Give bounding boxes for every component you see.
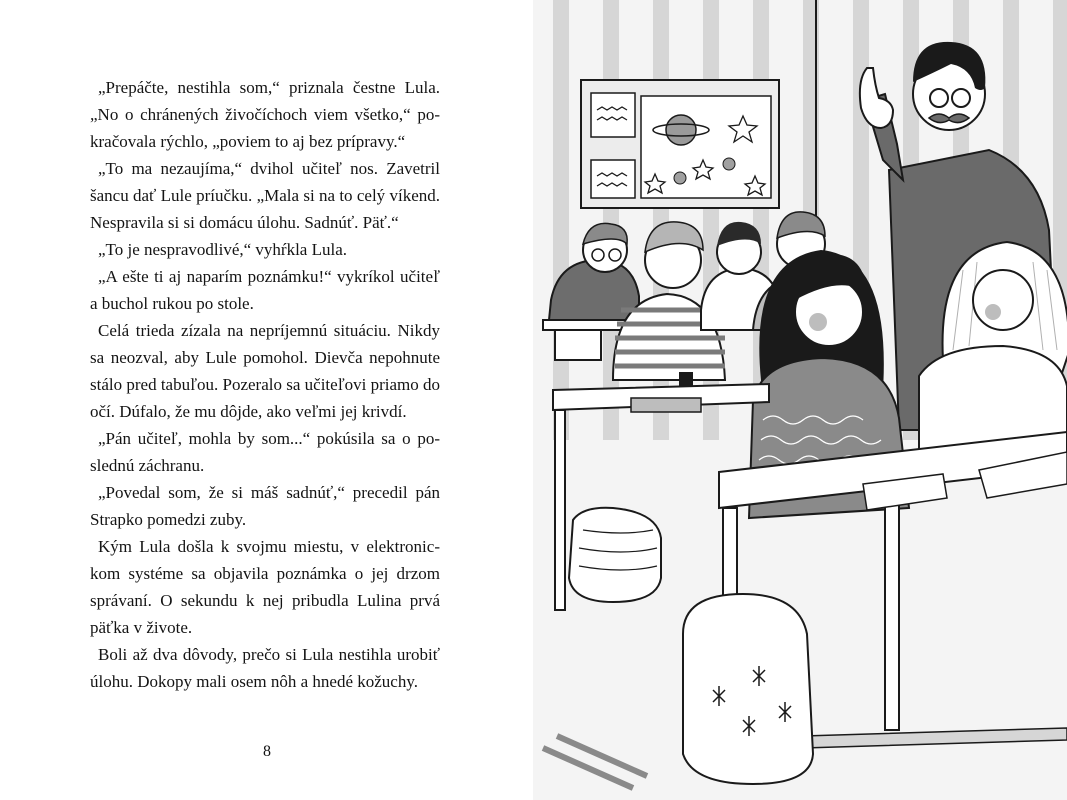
- paragraph: „To je nespravodlivé,“ vyhŕkla Lula.: [98, 240, 347, 259]
- body-text: [90, 74, 440, 695]
- paragraph: „Pán učiteľ, mohla by som...“ pokúsila sa o poslednú záchranu.: [90, 429, 440, 475]
- paragraph: Kým Lula došla k svojmu miestu, v elektronickom systéme sa objavila poznámka o jej drzom správaní. O sekundu k nej pribudla Lulina prvá päťka v živote.: [90, 537, 440, 637]
- backpack: [683, 594, 813, 784]
- paragraph: Celá trieda zízala na nepríjemnú situáciu. Nikdy sa neozval, aby Lule pomohol. Dievča nepohnute stálo pred tabuľou. Pozeralo sa učiteľovi priamo do očí. Dúfalo, že mu dôjde, ako veľmi jej krivdí.: [90, 321, 440, 421]
- paragraph: „A ešte ti aj naparím poznámku!“ vykríkol učiteľ a buchol rukou po stole.: [90, 267, 440, 313]
- page-number: 8: [263, 743, 271, 760]
- illustration-svg: [533, 0, 1067, 800]
- paragraph: „Povedal som, že si máš sadnúť,“ precedil pán Strapko pomedzi zuby.: [90, 483, 440, 529]
- paragraph: „Prepáčte, nestihla som,“ priznala čestne Lula. „No o chránených živočíchoch viem všetko,“ pokračovala rýchlo, „poviem to aj bez prípravy.“: [90, 78, 440, 151]
- left-page: [0, 0, 533, 800]
- school-bag: [569, 508, 661, 602]
- classroom-illustration: [533, 0, 1067, 800]
- paragraph: „To ma nezaujíma,“ dvihol učiteľ nos. Zavetril šancu dať Lule príučku. „Mala si na to celý víkend. Nespravila si si domácu úlohu. Sadnúť. Päť.“: [90, 159, 440, 232]
- space-poster: [581, 80, 779, 208]
- paragraph: Boli až dva dôvody, prečo si Lula nestihla urobiť úlohu. Dokopy mali osem nôh a hnedé kožuchy.: [90, 645, 440, 691]
